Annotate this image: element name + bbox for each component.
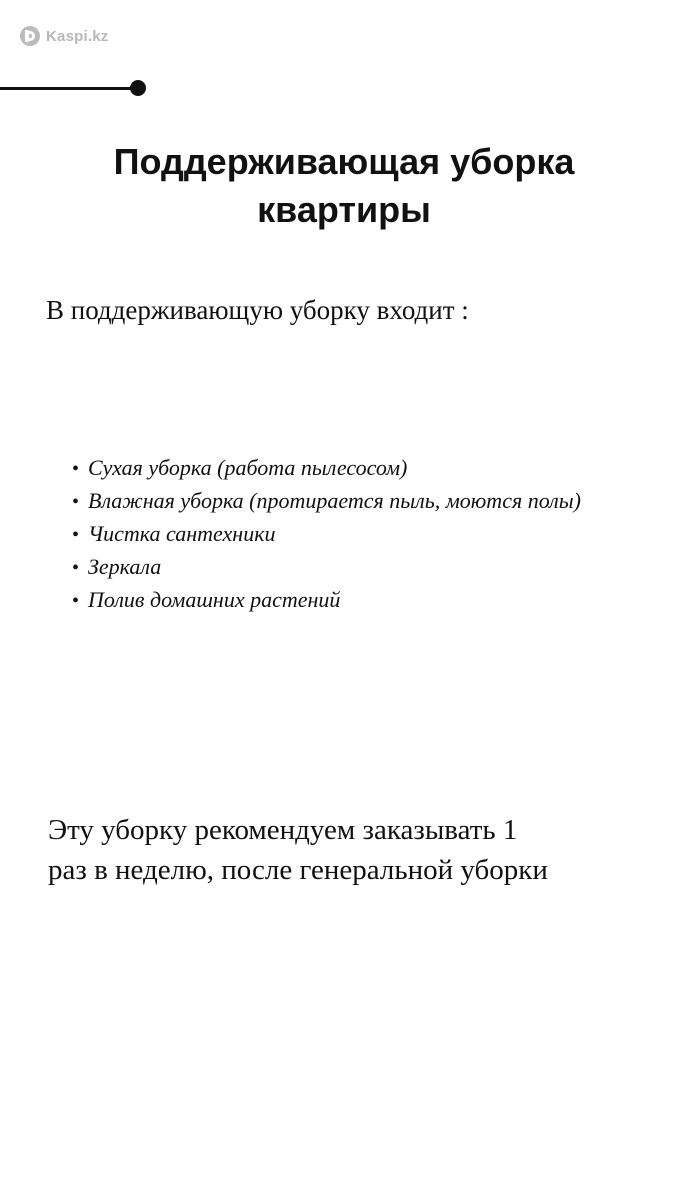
- list-item: [72, 452, 581, 485]
- list-item: [72, 551, 581, 584]
- service-text: Сухая уборка (работа пылесосом): [88, 455, 408, 480]
- decorative-divider-dot: [130, 80, 146, 96]
- title-line-2: квартиры: [257, 189, 431, 230]
- recommendation-line-1: Эту уборку рекомендуем заказывать 1: [48, 814, 518, 846]
- bullet-icon: •: [72, 491, 80, 513]
- services-list: [72, 452, 581, 617]
- list-item: [72, 518, 581, 551]
- page-title: [0, 138, 688, 234]
- title-line-1: Поддерживающая уборка: [113, 141, 575, 182]
- bullet-icon: •: [72, 458, 80, 480]
- bullet-icon: •: [72, 557, 80, 579]
- kaspi-logo-icon: [20, 26, 40, 46]
- watermark-brand: Kaspi.kz: [46, 27, 109, 45]
- decorative-divider-line: [0, 87, 132, 90]
- kaspi-watermark: [20, 26, 108, 46]
- bullet-icon: •: [72, 524, 80, 546]
- recommendation-text: [48, 810, 548, 890]
- services-intro: В поддерживающую уборку входит :: [46, 295, 469, 325]
- service-text: Полив домашних растений: [88, 587, 341, 612]
- service-text: Зеркала: [88, 554, 162, 579]
- bullet-icon: •: [72, 590, 80, 612]
- list-item: [72, 485, 581, 518]
- list-item: [72, 584, 581, 617]
- service-text: Влажная уборка (протирается пыль, моются полы): [88, 488, 581, 513]
- service-text: Чистка сантехники: [88, 521, 276, 546]
- recommendation-line-2: раз в неделю, после генеральной уборки: [48, 854, 548, 886]
